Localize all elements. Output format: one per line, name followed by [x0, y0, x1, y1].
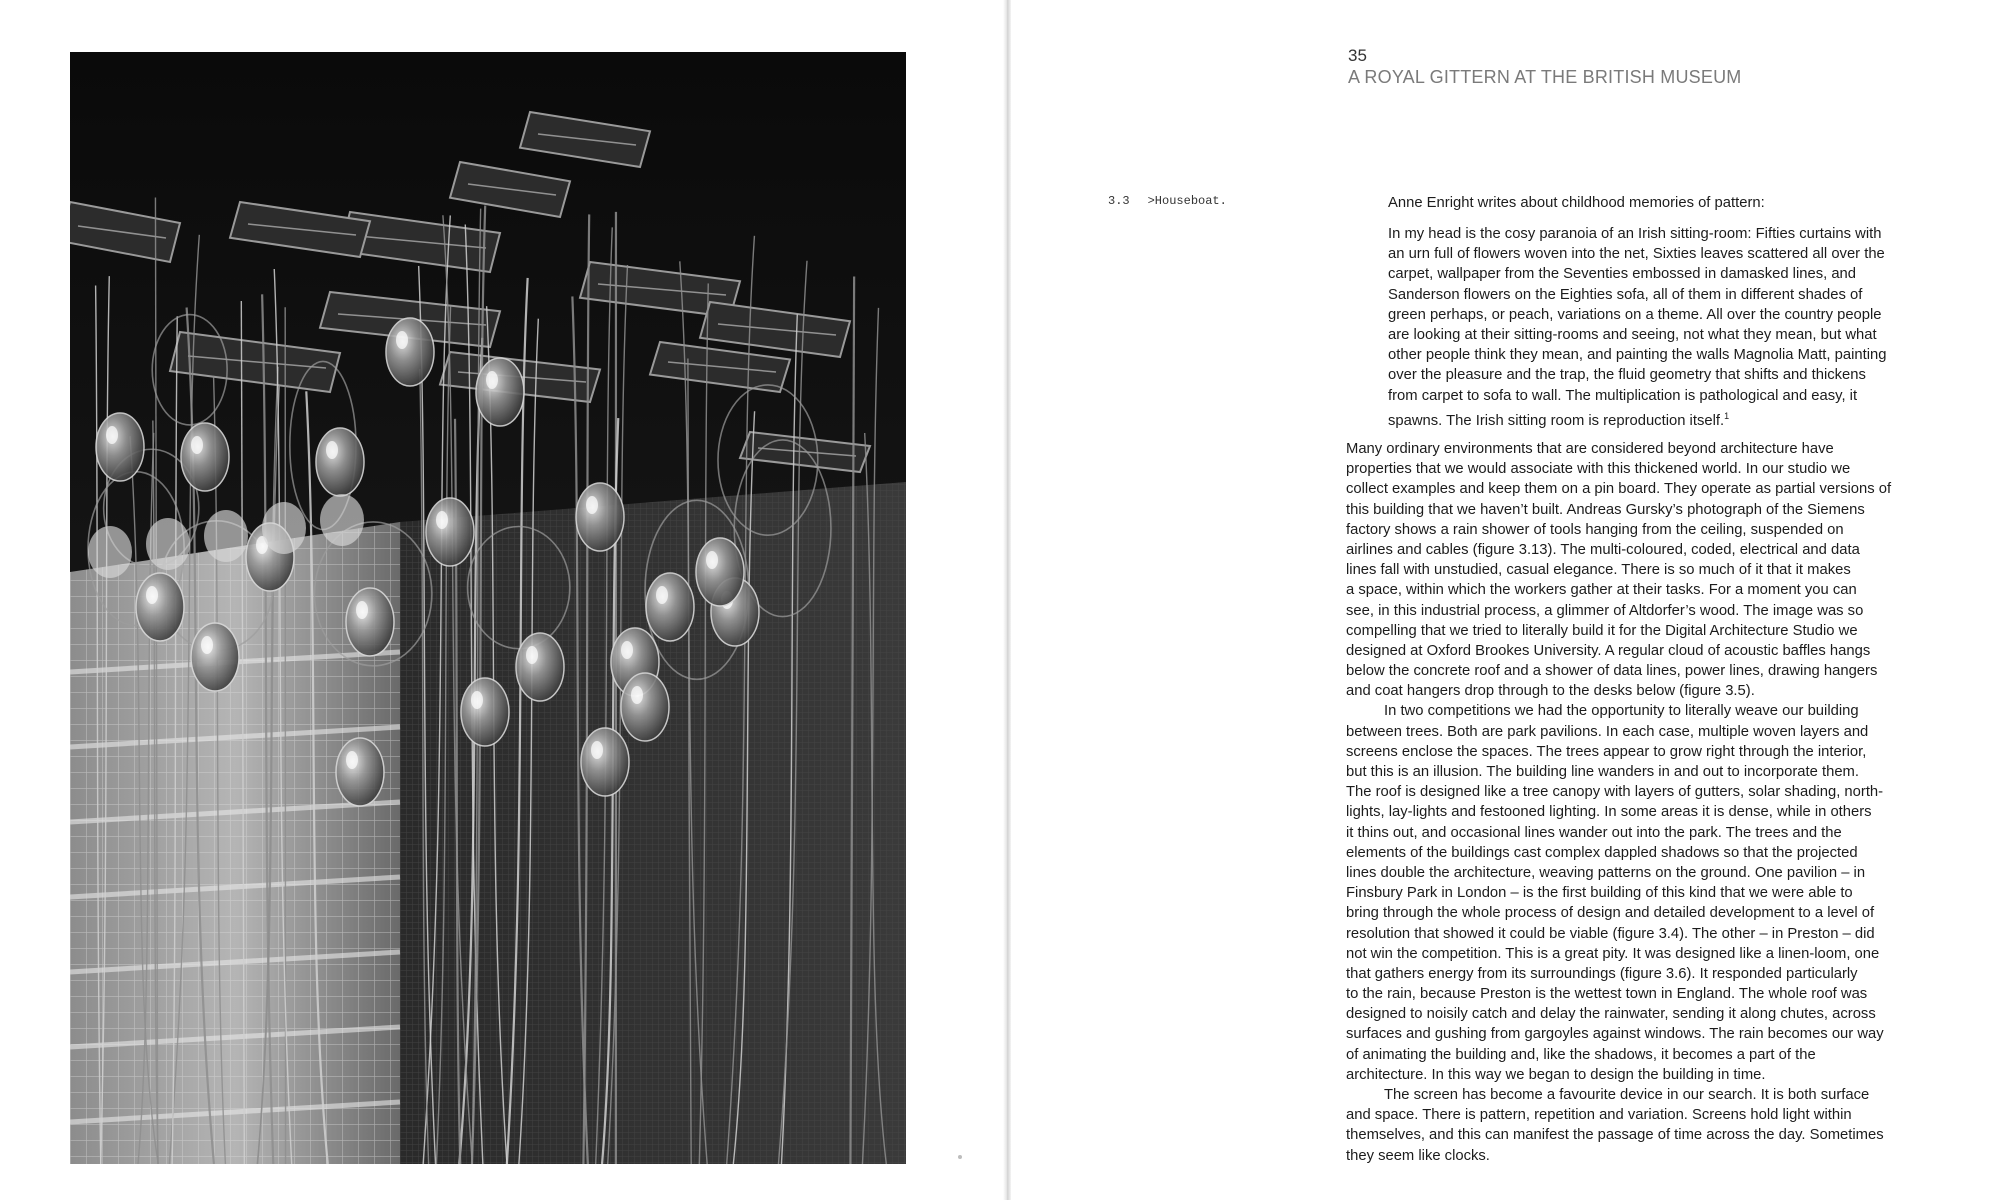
- quote-line: other people think they mean, and painting the walls Magnolia Matt, painting: [1388, 347, 1887, 364]
- quote-line: an urn full of flowers woven into the net, Sixties leaves scattered all over the: [1388, 246, 1885, 263]
- body-line: lines double the architecture, weaving patterns on the ground. One pavilion – in: [1346, 864, 1866, 881]
- photo-image: [70, 52, 906, 1164]
- bulb-highlight: [436, 511, 448, 529]
- page-number: 35: [1348, 46, 1367, 65]
- body-line: lines fall with unstudied, casual elegance. There is so much of it that it makes: [1346, 562, 1851, 579]
- bulb-highlight: [656, 586, 668, 604]
- footnote-marker: 1: [1724, 410, 1730, 421]
- page-smudge: [958, 1155, 962, 1159]
- body-line: this building that we haven’t built. Andreas Gursky’s photograph of the Siemens: [1346, 501, 1865, 518]
- glass-bulb: [96, 413, 144, 481]
- glass-bulb: [136, 573, 184, 641]
- body-line: designed at Oxford Brookes University. A regular cloud of acoustic baffles hangs: [1346, 642, 1871, 659]
- body-line: that gathers energy from its surroundings (figure 3.6). It responded particularly: [1346, 965, 1858, 982]
- page-corner-mark: [1970, 46, 1982, 70]
- body-line: properties that we would associate with this thickened world. In our studio we: [1346, 461, 1851, 478]
- bulb-highlight: [106, 426, 118, 444]
- body-line: lights, lay-lights and festooned lighting. In some areas it is dense, while in others: [1346, 804, 1872, 821]
- block-quote: [1388, 224, 1887, 429]
- wall-lamp: [204, 510, 248, 562]
- body-line: factory shows a rain shower of tools hanging from the ceiling, suspended on: [1346, 521, 1844, 538]
- bulb-highlight: [486, 371, 498, 389]
- quote-line: Sanderson flowers on the Eighties sofa, all of them in different shades of: [1388, 286, 1863, 303]
- running-head: [1348, 46, 1908, 88]
- wall-lamp: [262, 502, 306, 554]
- bulb-highlight: [621, 641, 633, 659]
- glass-bulb: [516, 633, 564, 701]
- glass-bulb: [646, 573, 694, 641]
- glass-bulb: [386, 318, 434, 386]
- quote-line-text: spawns. The Irish sitting room is reproduction itself.: [1388, 412, 1725, 429]
- body-line: collect examples and keep them on a pin board. They operate as partial versions of: [1346, 481, 1892, 498]
- glass-bulb: [576, 483, 624, 551]
- body-line: Many ordinary environments that are considered beyond architecture have: [1346, 441, 1834, 457]
- body-line: Finsbury Park in London – is the first building of this kind that we were able to: [1346, 885, 1853, 902]
- wall-lamp: [320, 494, 364, 546]
- glass-bulb: [621, 673, 669, 741]
- body-line: designed to noisily catch and delay the rainwater, sending it along chutes, across: [1346, 1006, 1876, 1023]
- bulb-highlight: [346, 751, 358, 769]
- body-line: but this is an illusion. The building line wanders in and out to incorporate them.: [1346, 764, 1859, 780]
- figure-caption: [1108, 193, 1227, 209]
- glass-bulb: [316, 428, 364, 496]
- bulb-highlight: [201, 636, 213, 654]
- body-line: a space, within which the workers gather at their tasks. For a moment you can: [1346, 582, 1857, 599]
- body-line: of animating the building and, like the shadows, it becomes a part of the: [1346, 1046, 1816, 1063]
- glass-bulb: [181, 423, 229, 491]
- body-line: they seem like clocks.: [1346, 1147, 1490, 1164]
- glass-bulb: [461, 678, 509, 746]
- bulb-highlight: [706, 551, 718, 569]
- quote-line: are looking at their sitting-rooms and seeing, not what they mean, but what: [1388, 326, 1877, 343]
- glass-bulb: [191, 623, 239, 691]
- running-title: A ROYAL GITTERN AT THE BRITISH MUSEUM: [1348, 67, 1742, 87]
- body-line: and space. There is pattern, repetition and variation. Screens hold light within: [1346, 1107, 1852, 1124]
- body-line: surfaces and gushing from gargoyles against windows. The rain becomes our way: [1346, 1026, 1884, 1043]
- body-line: The screen has become a favourite device in our search. It is both surface: [1384, 1087, 1870, 1103]
- bulb-highlight: [356, 601, 368, 619]
- bulb-highlight: [146, 586, 158, 604]
- body-line: bring through the whole process of design and detailed development to a level of: [1346, 905, 1875, 922]
- bulb-highlight: [586, 496, 598, 514]
- glass-bulb: [696, 538, 744, 606]
- quote-line: [1388, 406, 1886, 429]
- quote-line: from carpet to sofa to wall. The multiplication is pathological and easy, it: [1388, 387, 1858, 404]
- bulb-highlight: [326, 441, 338, 459]
- body-line: below the concrete roof and a shower of data lines, power lines, drawing hangers: [1346, 663, 1878, 680]
- glass-bulb: [426, 498, 474, 566]
- body-paragraphs: [1346, 439, 1891, 1166]
- body-line: The roof is designed like a tree canopy with layers of gutters, solar shading, north-: [1346, 784, 1884, 801]
- glass-bulb: [476, 358, 524, 426]
- wall-lamp: [146, 518, 190, 570]
- bulb-highlight: [631, 686, 643, 704]
- body-line: compelling that we tried to literally build it for the Digital Architecture Studio we: [1346, 622, 1858, 639]
- body-line: airlines and cables (figure 3.13). The multi-coloured, coded, electrical and data: [1346, 541, 1860, 558]
- glass-bulb: [581, 728, 629, 796]
- glass-bulb: [336, 738, 384, 806]
- book-gutter: [1003, 0, 1011, 1200]
- body-line: not win the competition. This is a great pity. It was designed like a linen-loom, one: [1346, 945, 1880, 962]
- quote-line: over the pleasure and the trap, the fluid geometry that shifts and thickens: [1388, 367, 1866, 384]
- wall-lamp: [88, 526, 132, 578]
- body-line: elements of the buildings cast complex dappled shadows so that the projected: [1346, 844, 1858, 861]
- quote-line: carpet, wallpaper from the Seventies embossed in damasked lines, and: [1388, 266, 1857, 283]
- body-line: In two competitions we had the opportunity to literally weave our building: [1384, 703, 1859, 720]
- body-line: to the rain, because Preston is the wettest town in England. The whole roof was: [1346, 986, 1868, 1003]
- figure-number: 3.3: [1108, 194, 1130, 208]
- body-line: see, in this industrial process, a glimmer of Altdorfer’s wood. The image was so: [1346, 602, 1864, 619]
- bulb-highlight: [471, 691, 483, 709]
- body-line: it thins out, and occasional lines wander out into the park. The trees and the: [1346, 824, 1842, 841]
- bulb-highlight: [191, 436, 203, 454]
- intro-line: [1388, 193, 1765, 213]
- bulb-highlight: [526, 646, 538, 664]
- body-line: resolution that showed it could be viable (figure 3.4). The other – in Preston – did: [1346, 925, 1875, 942]
- body-line: themselves, and this can manifest the passage of time across the day. Sometimes: [1346, 1127, 1884, 1144]
- body-line: and coat hangers drop through to the desks below (figure 3.5).: [1346, 683, 1755, 700]
- bulb-highlight: [396, 331, 408, 349]
- body-line: architecture. In this way we began to design the building in time.: [1346, 1066, 1766, 1083]
- figure-caption-text: >Houseboat.: [1147, 194, 1227, 208]
- glass-bulb: [346, 588, 394, 656]
- intro-text: Anne Enright writes about childhood memories of pattern:: [1388, 195, 1765, 211]
- installation-photograph: [70, 52, 906, 1164]
- bulb-highlight: [591, 741, 603, 759]
- quote-line: In my head is the cosy paranoia of an Irish sitting-room: Fifties curtains with: [1388, 226, 1882, 242]
- body-line: screens enclose the spaces. The trees appear to grow right through the interior,: [1346, 743, 1867, 760]
- body-line: between trees. Both are park pavilions. In each case, multiple woven layers and: [1346, 723, 1869, 740]
- quote-line: green perhaps, or peach, variations on a theme. All over the country people: [1388, 306, 1882, 323]
